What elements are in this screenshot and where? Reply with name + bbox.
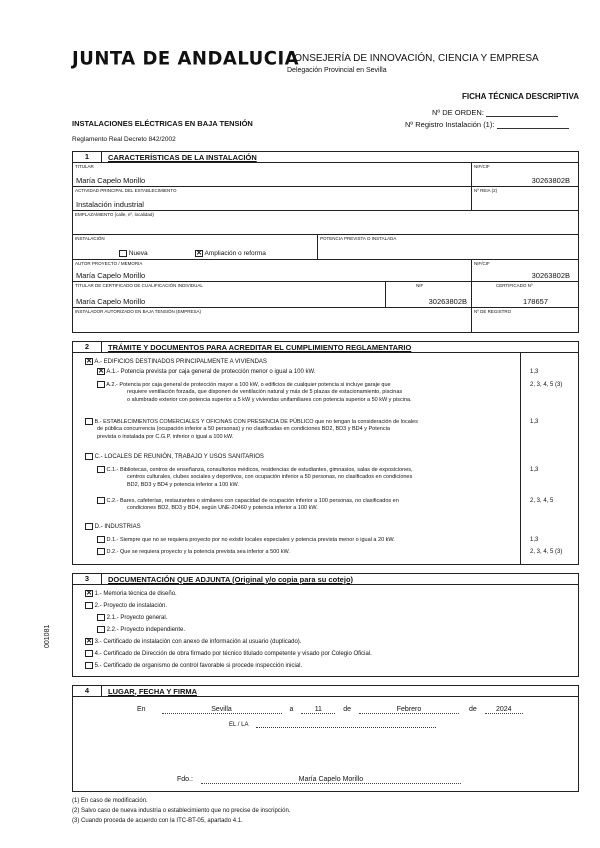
option-d-checkbox[interactable] — [85, 523, 93, 530]
section-1 — [72, 151, 579, 333]
firma-line — [177, 776, 461, 784]
rei-label: Nº REIA (2) — [474, 188, 498, 193]
autor-cell[interactable] — [73, 260, 471, 281]
option-d2-checkbox[interactable] — [97, 548, 105, 555]
titular-cell[interactable] — [73, 163, 471, 186]
anio-field[interactable]: 2024 — [485, 706, 523, 714]
section-2-header — [73, 342, 578, 353]
titular-cert-cell[interactable] — [73, 282, 385, 307]
el-la-field[interactable] — [256, 727, 436, 728]
titular-row — [73, 163, 578, 187]
option-d1-code: 1,3 — [530, 537, 539, 543]
nif2-value: 30263802B — [531, 271, 570, 280]
ampliacion-label: Ampliación o reforma — [204, 250, 266, 257]
nueva-checkbox[interactable] — [119, 250, 127, 257]
option-d1-label: D.1.- Siempre que no se requiera proyecto por no existir locales especiales y potencia prevista menor o igual a 20 kW. — [106, 536, 395, 543]
option-d2-label: D.2.- Que se requiera proyecto y la potencia prevista sea inferior a 500 kW. — [106, 548, 290, 555]
actividad-cell[interactable] — [73, 187, 471, 210]
reglamento: Reglamento Real Decreto 842/2002 — [72, 136, 176, 143]
actividad-label: ACTIVIDAD PRINCIPAL DEL ESTABLECIMIENTO — [75, 188, 177, 193]
cert-value: 178657 — [522, 297, 548, 306]
cert-label: CERTIFICADO Nº — [496, 283, 533, 288]
registro2-label: Nº DE REGISTRO — [474, 309, 512, 314]
registro-field — [405, 120, 569, 129]
titular-value: María Capelo Morillo — [76, 176, 146, 185]
option-c1-code: 1,3 — [530, 467, 539, 473]
potencia-cell[interactable] — [317, 235, 578, 259]
doc-2-label: 2.- Proyecto de instalación. — [94, 603, 168, 610]
option-c1-checkbox[interactable] — [97, 466, 105, 473]
en-label: En — [137, 706, 146, 713]
nif2-cell[interactable] — [471, 260, 578, 281]
option-a2-checkbox[interactable] — [97, 381, 105, 388]
nif-label: NIF/CIF — [474, 164, 490, 169]
instalador-cell[interactable] — [73, 308, 471, 332]
consejeria-name: CONSEJERÍA DE INNOVACIÓN, CIENCIA Y EMPRESA — [287, 53, 539, 64]
de2-label: de — [468, 706, 477, 713]
instalador-label: INSTALADOR AUTORIZADO EN BAJA TENSIÓN (EMPRESA) — [75, 309, 202, 314]
section-1-header — [73, 152, 578, 163]
nif-value: 30263802B — [531, 176, 570, 185]
date-line — [137, 706, 523, 714]
doc-1[interactable] — [85, 590, 177, 598]
nif3-value: 30263802B — [428, 297, 467, 306]
registro2-cell[interactable] — [471, 308, 578, 332]
option-b-line3: prevista o instalada por C.G.P. inferior o igual a 100 kW. — [97, 433, 234, 440]
nif2-label: NIF/CIF — [474, 261, 490, 266]
option-a2-line2: requiere ventilación forzada, que disponen de ventilación natural y más de 5 plazas de estacionamiento, piscinas — [127, 389, 403, 396]
nueva-label: Nueva — [128, 250, 148, 257]
doc-1-checkbox[interactable]: ✕ — [86, 590, 92, 597]
option-c2[interactable] — [97, 497, 399, 513]
option-a-label: A.- EDIFICIOS DESTINADOS PRINCIPALMENTE A VIVIENDAS — [94, 359, 267, 366]
option-d-label: D.- INDUSTRIAS — [94, 524, 141, 531]
section-4-title: LUGAR, FECHA Y FIRMA — [108, 686, 198, 696]
doc-1-label: 1.- Memoria técnica de diseño. — [94, 591, 177, 598]
option-a2[interactable] — [97, 381, 412, 404]
option-a2-code: 2, 3, 4, 5 (3) — [530, 382, 563, 388]
option-a2-line1: A.2.- Potencia por caja general de protección mayor a 100 kW, o edificios de cualquier potencia si incluye garaje que — [106, 381, 391, 388]
option-d2-code: 2, 3, 4, 5 (3) — [530, 549, 563, 555]
nueva-option[interactable] — [119, 250, 148, 257]
orden-input[interactable] — [486, 116, 558, 117]
option-a1-code: 1,3 — [530, 369, 539, 375]
a-label: a — [289, 706, 294, 713]
autor-row — [73, 260, 578, 282]
doc-2-2-checkbox[interactable] — [97, 626, 105, 633]
actividad-row — [73, 187, 578, 211]
emplazamiento-row[interactable] — [73, 211, 578, 235]
emplazamiento-label: EMPLAZAMIENTO (calle, nº, localidad) — [75, 212, 154, 217]
de1-label: de — [343, 706, 352, 713]
installation-title: INSTALACIONES ELÉCTRICAS EN BAJA TENSIÓN — [72, 119, 253, 128]
delegacion-name: Delegación Provincial en Sevilla — [287, 67, 387, 74]
mes-field[interactable]: Febrero — [359, 706, 459, 714]
form-title: FICHA TÉCNICA DESCRIPTIVA — [461, 92, 579, 101]
section-1-number: 1 — [73, 152, 102, 162]
section-2-divider — [520, 353, 521, 564]
option-a-checkbox[interactable]: ✕ — [86, 358, 92, 365]
option-a2-line3: o alumbrado exterior con potencia superior a 5 kW y viviendas unifamiliares con potencia superior a 50 kW y piscina. — [127, 396, 412, 403]
autor-label: AUTOR PROYECTO / MEMORIA — [75, 261, 143, 266]
junta-logo: JUNTA DE ANDALUCIA — [72, 47, 300, 70]
option-d1[interactable] — [97, 536, 395, 544]
orden-field — [432, 108, 558, 117]
option-a1-label: A.1.- Potencia prevista por caja general de protección menor o igual a 100 kW. — [106, 369, 316, 376]
doc-4-checkbox[interactable] — [85, 650, 93, 657]
doc-5[interactable] — [85, 662, 302, 670]
doc-2-1-checkbox[interactable] — [97, 614, 105, 621]
option-c1-line2: centros culturales, clubes sociales y deportivos, con ocupación inferior a 50 personas, no clasificados en condiciones — [127, 474, 413, 481]
section-4-header — [73, 686, 578, 697]
nif3-cell[interactable] — [385, 282, 471, 307]
nif-cell[interactable] — [471, 163, 578, 186]
doc-2-2[interactable] — [97, 626, 185, 634]
option-c-checkbox[interactable] — [85, 453, 93, 460]
section-3-header — [73, 574, 578, 585]
option-c1-line1: C.1.- Bibliotecas, centros de enseñanza, consultorios médicos, residencias de estudiantes, gimnasios, salas de exposiciones, — [106, 466, 413, 473]
potencia-label: POTENCIA PREVISTA O INSTALADA — [320, 236, 397, 241]
doc-4-label: 4.- Certificado de Dirección de obra firmado por técnico titulado competente y visado por Colegio Oficial. — [94, 651, 372, 658]
option-c1-line3: BD2, BD3 y BD4 y potencia inferior a 100 kW. — [127, 481, 239, 488]
registro-label: Nº Registro Instalación (1): — [405, 120, 495, 129]
section-4-number: 4 — [73, 686, 102, 696]
option-d[interactable] — [85, 523, 141, 531]
option-c2-code: 2, 3, 4, 5 — [530, 498, 554, 504]
section-3 — [72, 573, 579, 677]
instalacion-cell — [73, 235, 317, 259]
registro-input[interactable] — [497, 128, 569, 129]
option-c2-line1: C.2.- Bares, cafeterías, restaurantes o similares con capacidad de ocupación inferior a 100 personas, no clasificados en — [106, 497, 399, 504]
doc-5-label: 5.- Certificado de organismo de control favorable si procede inspección inicial. — [94, 663, 303, 670]
orden-label: Nº DE ORDEN: — [432, 108, 484, 117]
rei-cell[interactable] — [471, 187, 578, 210]
option-c1[interactable] — [97, 466, 413, 489]
doc-2-checkbox[interactable] — [85, 602, 93, 609]
instalador-row — [73, 308, 578, 332]
section-3-title: DOCUMENTACIÓN QUE ADJUNTA (Original y/o copia para su cotejo) — [108, 574, 354, 584]
section-2-title: TRÁMITE Y DOCUMENTOS PARA ACREDITAR EL CUMPLIMIENTO REGLAMENTARIO — [108, 342, 412, 352]
doc-2-1[interactable] — [97, 614, 167, 622]
footnote-3: (3) Cuando proceda de acuerdo con la ITC-BT-05, apartado 4.1. — [72, 818, 243, 824]
titular-label: TITULAR — [75, 164, 94, 169]
option-d1-checkbox[interactable] — [97, 536, 105, 543]
doc-3[interactable] — [85, 638, 301, 646]
option-c2-checkbox[interactable] — [97, 497, 105, 504]
option-a1-checkbox[interactable]: ✕ — [98, 368, 104, 375]
titular-cert-label: TITULAR DE CERTIFICADO DE CUALIFICACIÓN INDIVIDUAL — [75, 283, 203, 288]
option-a1[interactable] — [97, 368, 315, 376]
firmante-field[interactable]: María Capelo Morillo — [201, 776, 461, 784]
option-b-checkbox[interactable] — [85, 418, 93, 425]
option-c-label: C.- LOCALES DE REUNIÓN, TRABAJO Y USOS SANITARIOS — [94, 454, 264, 461]
section-3-number: 3 — [73, 574, 102, 584]
option-b-code: 1,3 — [530, 419, 539, 425]
option-a[interactable] — [85, 358, 267, 366]
instalacion-row — [73, 235, 578, 260]
ampliacion-checkbox[interactable]: ✕ — [196, 249, 202, 257]
fdo-label: Fdo.: — [177, 776, 193, 783]
footnote-1: (1) En caso de modificación. — [72, 798, 148, 804]
nif3-label: NIF — [416, 283, 424, 288]
section-2 — [72, 341, 579, 565]
doc-5-checkbox[interactable] — [85, 662, 93, 669]
instalacion-label: INSTALACIÓN — [75, 236, 105, 241]
dia-field[interactable]: 11 — [301, 706, 335, 714]
option-c2-line2: condiciones BD2, BD3 y BD4, según UNE-20460 y potencia inferior a 100 kW. — [127, 505, 318, 512]
cert-cell[interactable] — [471, 282, 578, 307]
autor-value: María Capelo Morillo — [76, 271, 146, 280]
doc-3-checkbox[interactable]: ✕ — [86, 638, 92, 645]
option-b-line1: B.- ESTABLECIMIENTOS COMERCIALES Y OFICINAS CON PRESENCIA DE PÚBLICO que no tengan la consideración de locales — [94, 418, 418, 425]
el-la-label: EL / LA — [229, 722, 249, 728]
doc-4[interactable] — [85, 650, 372, 658]
option-b-line2: de pública concurrencia (ocupación inferior a 50 personas) y no clasificadas en condiciones BD2, BD3 y BD4 y Potencia — [97, 426, 390, 433]
lugar-field[interactable]: Sevilla — [162, 706, 282, 714]
section-4 — [72, 685, 579, 792]
doc-3-label: 3.- Certificado de instalación con anexo de información al usuario (duplicado). — [94, 639, 302, 646]
section-2-number: 2 — [73, 342, 102, 352]
titular-cert-row — [73, 282, 578, 308]
doc-2-2-label: 2.2.- Proyecto independiente. — [106, 627, 186, 634]
section-1-title: CARACTERÍSTICAS DE LA INSTALACIÓN — [108, 152, 257, 162]
el-la-line — [229, 722, 436, 728]
ampliacion-option[interactable] — [195, 250, 266, 257]
option-c[interactable] — [85, 453, 264, 461]
option-d2[interactable] — [97, 548, 290, 556]
footnote-2: (2) Salvo caso de nueva industria o establecimiento que no precise de inscripción. — [72, 808, 291, 814]
side-code: 001081 — [44, 624, 51, 648]
option-b[interactable] — [85, 418, 418, 441]
titular-cert-value: María Capelo Morillo — [76, 297, 146, 306]
doc-2[interactable] — [85, 602, 167, 610]
actividad-value: Instalación industrial — [76, 200, 144, 209]
doc-2-1-label: 2.1.- Proyecto general. — [106, 615, 168, 622]
